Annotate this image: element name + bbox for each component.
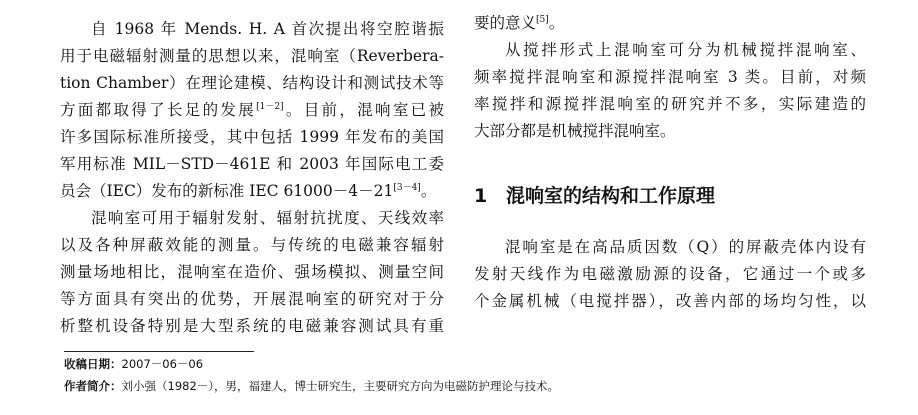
paragraph-line: 发射天线作为电磁激励源的设备，它通过一个或多 bbox=[474, 265, 866, 283]
paragraph-line: 自 1968 年 Mends. H. A 首次提出将空腔谐振 bbox=[91, 20, 444, 38]
paragraph-line: 混响室是在高品质因数（Q）的屏蔽壳体内设有 bbox=[505, 238, 866, 256]
paragraph-line bbox=[474, 10, 866, 37]
paragraph-line: 率搅拌和源搅拌混响室的研究并不多，实际建造的 bbox=[474, 95, 866, 113]
line-text: 。目前，混响室已被 bbox=[283, 101, 444, 119]
paragraph-line: 军用标准 MIL－STD－461E 和 2003 年国际电工委 bbox=[60, 155, 444, 173]
paragraph-line: 从搅拌形式上混响室可分为机械搅拌混响室、 bbox=[505, 41, 866, 59]
paragraph-line: 许多国际标准所接受，其中包括 1999 年发布的美国 bbox=[60, 128, 444, 146]
footnote-label: 收稿日期： bbox=[64, 357, 122, 371]
footnote-value: 刘小强（1982－），男，福建人，博士研究生，主要研究方向为电磁防护理论与技术。 bbox=[121, 379, 560, 393]
paragraph-line: 测量场地相比，混响室在造价、强场模拟、测量空间 bbox=[60, 263, 444, 281]
line-text: 要的意义 bbox=[474, 14, 537, 32]
paragraph-line: 混响室可用于辐射发射、辐射抗扰度、天线效率 bbox=[91, 209, 444, 227]
line-text: 。 bbox=[420, 182, 437, 200]
footnote-divider bbox=[64, 351, 254, 352]
paragraph-line: 用于电磁辐射测量的思想以来，混响室（Reverbera- bbox=[60, 47, 444, 65]
paragraph-line: 析整机设备特别是大型系统的电磁兼容测试具有重 bbox=[60, 317, 444, 335]
paragraph-line: 个金属机械（电搅拌器），改善内部的场均匀性，以 bbox=[474, 292, 866, 310]
footnote-author-bio bbox=[64, 378, 559, 394]
section-number: 1 bbox=[474, 185, 488, 207]
paragraph-line bbox=[60, 178, 444, 205]
paragraph-line: 以及各种屏蔽效能的测量。与传统的电磁兼容辐射 bbox=[60, 236, 444, 254]
section-heading bbox=[474, 183, 715, 209]
citation-ref: [5] bbox=[536, 14, 549, 25]
line-text: 方面都取得了长足的发展 bbox=[60, 101, 257, 119]
line-text: 。 bbox=[548, 14, 565, 32]
paragraph-line: 等方面具有突出的优势，开展混响室的研究对于分 bbox=[60, 290, 444, 308]
footnote-label: 作者简介： bbox=[64, 379, 122, 393]
paragraph-line bbox=[60, 97, 444, 124]
paragraph-line: 频率搅拌混响室和源搅拌混响室 3 类。目前，对频 bbox=[474, 68, 866, 86]
paragraph-line: 大部分都是机械搅拌混响室。 bbox=[474, 122, 676, 140]
left-column bbox=[60, 16, 444, 340]
section-title: 混响室的结构和工作原理 bbox=[506, 185, 716, 207]
citation-ref: [3－4] bbox=[393, 182, 421, 193]
right-column bbox=[474, 10, 866, 145]
section-body bbox=[474, 234, 866, 315]
paragraph-line: tion Chamber）在理论建模、结构设计和测试技术等 bbox=[60, 74, 444, 92]
line-text: 员会（IEC）发布的新标准 IEC 61000－4－21 bbox=[60, 182, 394, 200]
footnote-value: 2007－06－06 bbox=[121, 357, 204, 371]
citation-ref: [1－2] bbox=[256, 101, 284, 112]
footnote-received-date bbox=[64, 356, 203, 372]
